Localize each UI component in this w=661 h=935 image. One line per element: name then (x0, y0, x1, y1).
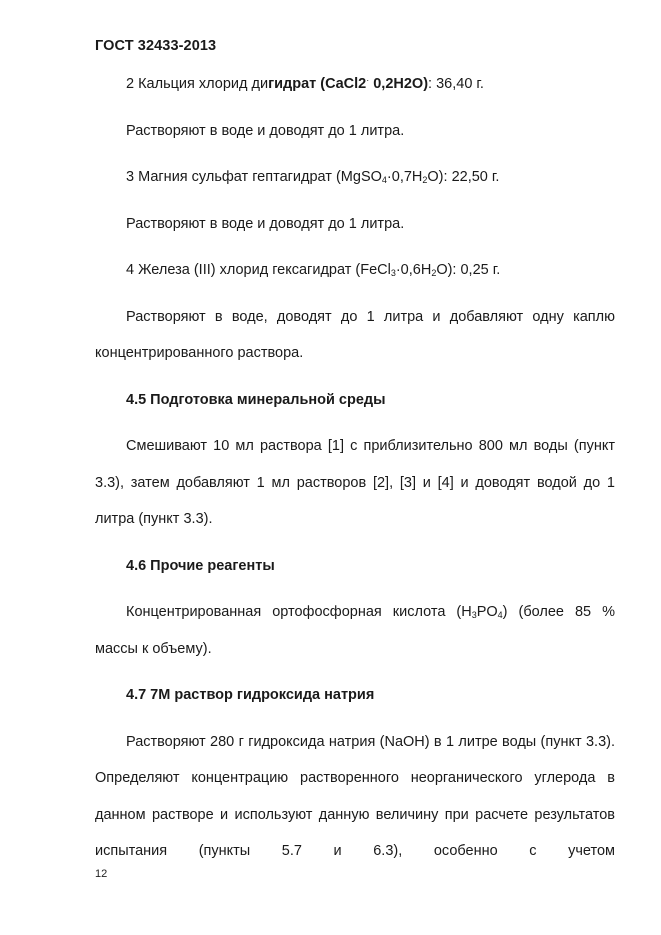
text-part: 2 Кальция хлорид ди (126, 76, 269, 92)
dissolve-text-2: Растворяют в воде и доводят до 1 литра. (126, 215, 405, 232)
section-heading-4-6: 4.6 Прочие реагенты (126, 557, 275, 574)
text-part: ·0,7H (386, 169, 423, 185)
text-part: 3 Магния сульфат гептагидрат (MgSO (126, 169, 382, 185)
text-part: 3 (471, 610, 477, 620)
page-content (95, 66, 615, 880)
text-part: 4 (381, 175, 387, 185)
text-part: 2 (431, 268, 437, 278)
text-part: 2 (422, 175, 428, 185)
text-part: : 36,40 г. (428, 76, 484, 92)
text-part: гидрат (CaCl2 (268, 76, 367, 92)
text-part: O): 0,25 г. (436, 262, 501, 278)
text-part: O): 22,50 г. (427, 169, 500, 185)
text-part: 3 (390, 268, 396, 278)
item-calcium-chloride (95, 66, 615, 103)
text-part: ·0,6H (395, 262, 432, 278)
text-part: Концентрированная ортофосфорная кислота (H (126, 604, 472, 620)
item-iron-chloride (95, 252, 615, 289)
text-part: 0,2H2O) (369, 76, 429, 92)
text-part: · (366, 75, 370, 85)
text-part: 4 (497, 610, 503, 620)
section-heading-4-7: 4.7 7М раствор гидроксида натрия (126, 687, 375, 703)
section-text-4-7: Растворяют 280 г гидроксида натрия (NaOH) в 1 литре воды (пункт 3.3). Определяют концентрацию растворенного неорганического углерода в данном растворе и используют данную величину при расчете результатов испытания (пункты 5.7 и 6.3), особенно с учетом (95, 733, 615, 859)
dissolve-text-1: Растворяют в воде и доводят до 1 литра. (126, 122, 405, 139)
text-part: PO (476, 604, 498, 620)
dissolve-text-3: Растворяют в воде, доводят до 1 литра и добавляют одну каплю концентрированного раствора. (95, 308, 615, 361)
text-part: 4 Железа (III) хлорид гексагидрат (FeCl (126, 262, 391, 278)
section-text-4-6 (95, 594, 615, 667)
section-text-4-5: Смешивают 10 мл раствора [1] с приблизительно 800 мл воды (пункт 3.3), затем добавляют 1 мл растворов [2], [3] и [4] и доводят водой до 1 литра (пункт 3.3). (95, 438, 615, 527)
page-number: 12 (95, 868, 108, 880)
document-header: ГОСТ 32433-2013 (95, 38, 217, 54)
section-heading-4-5: 4.5 Подготовка минеральной среды (126, 391, 386, 408)
text-part: ) (более 85 % массы к объему). (95, 604, 615, 657)
item-magnesium-sulfate (95, 159, 615, 196)
